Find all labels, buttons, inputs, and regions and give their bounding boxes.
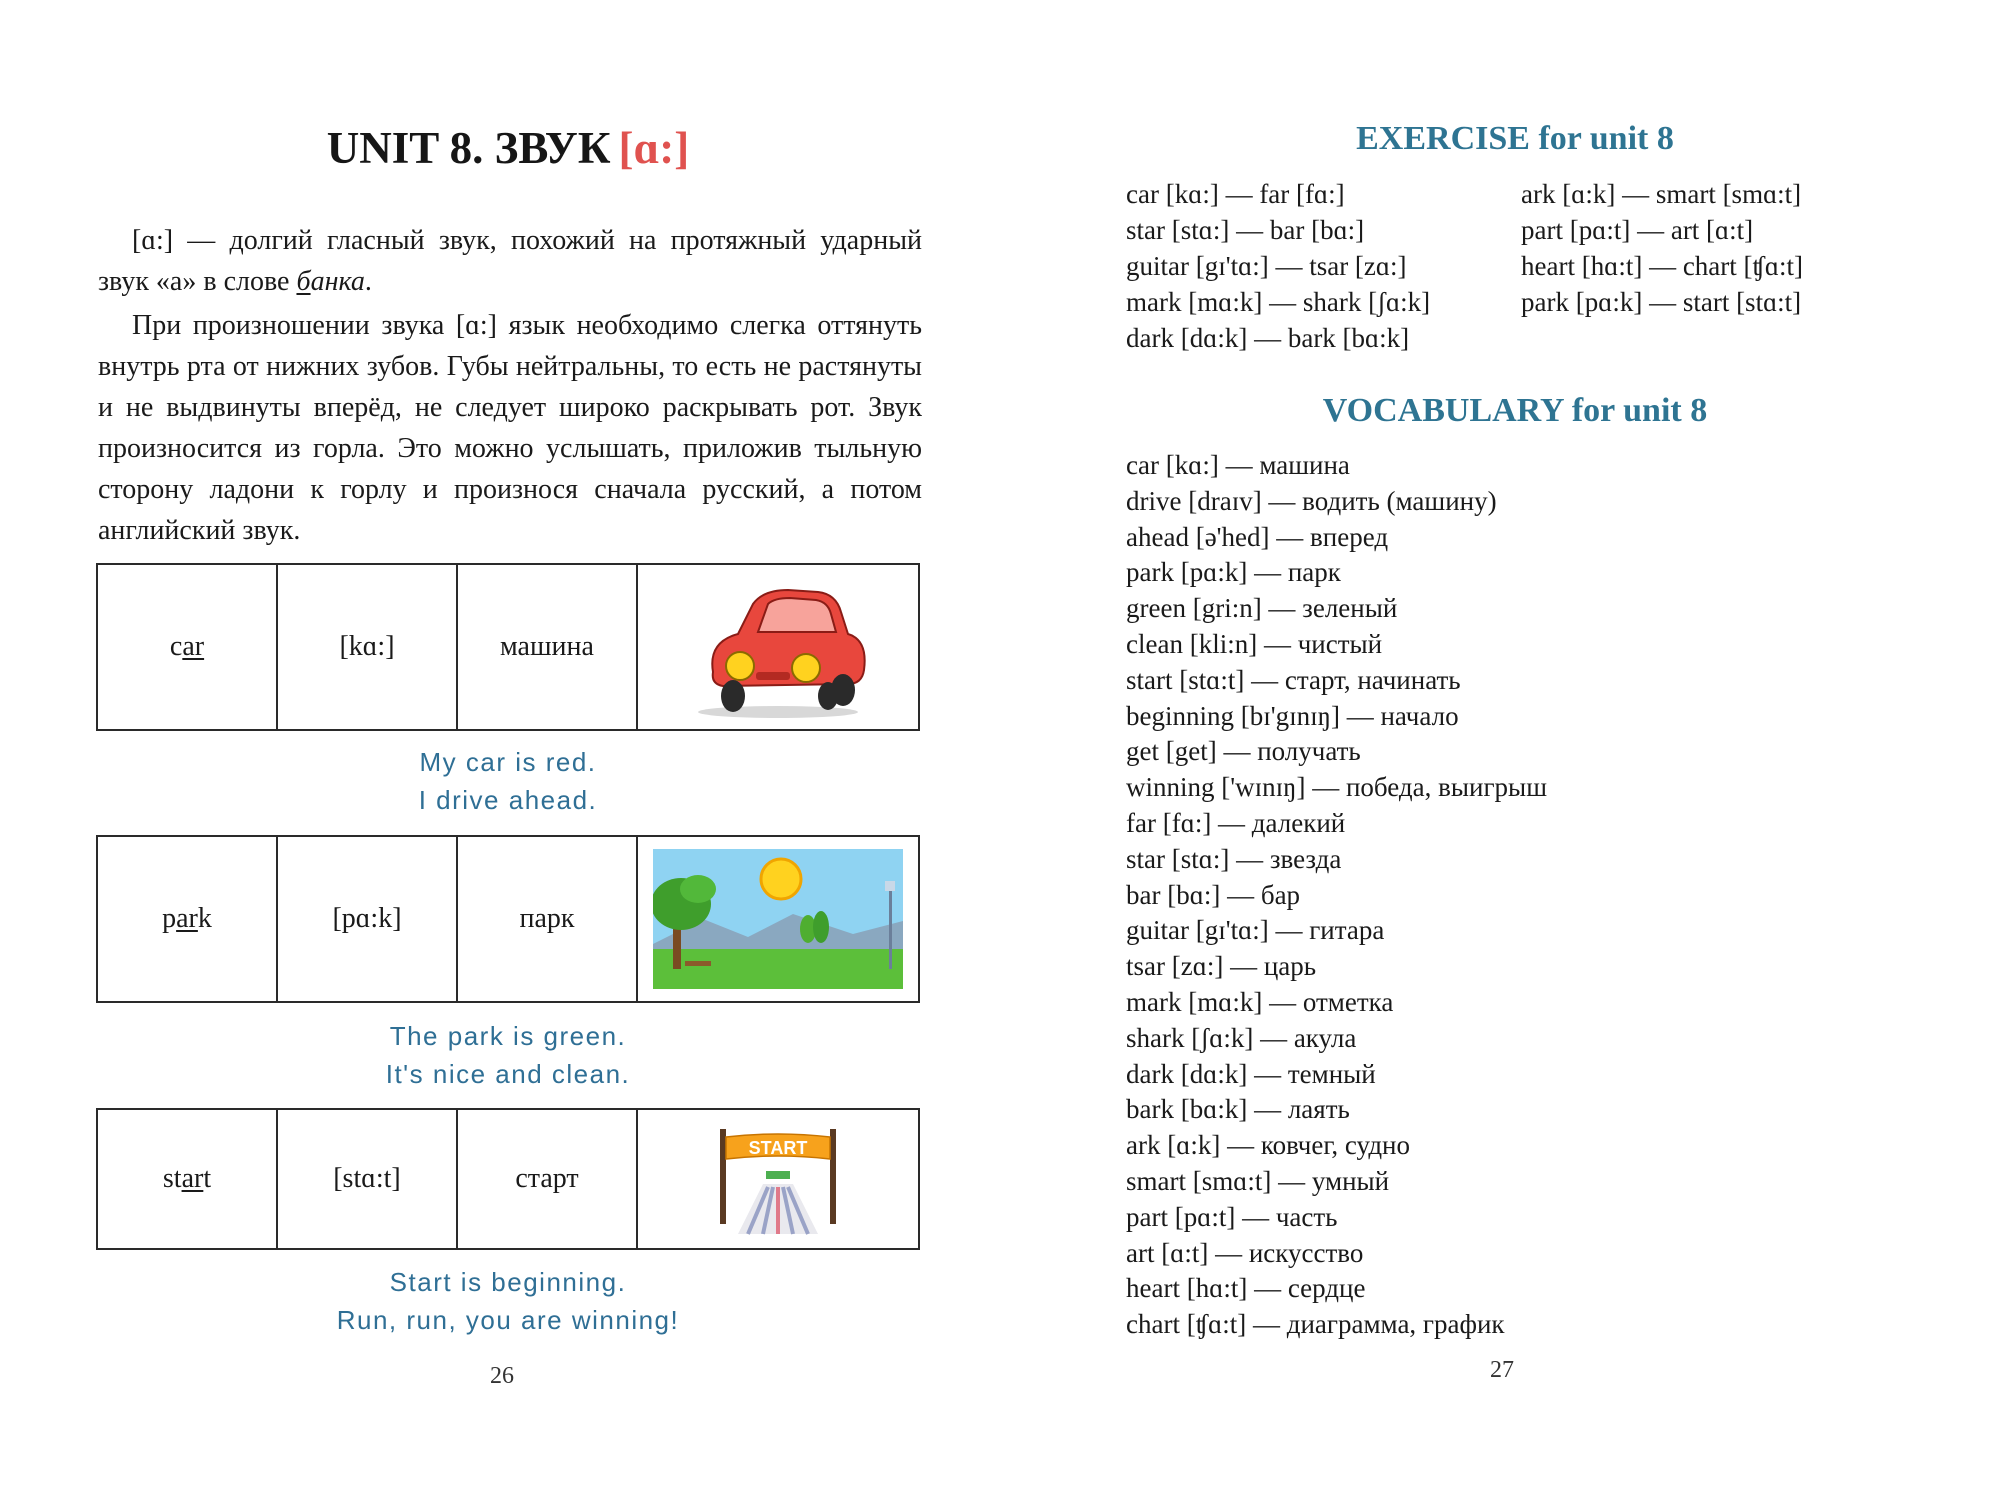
car-picture [678, 572, 878, 722]
rhyme-line: My car is red. [419, 747, 597, 777]
vocabulary-title: VOCABULARY for unit 8 [1322, 392, 1708, 429]
vocab-item: part [pɑ:t] — часть [1126, 1201, 1338, 1232]
vocab-item: bark [bɑ:k] — лаять [1126, 1094, 1350, 1125]
rhyme-line: Start is beginning. [389, 1267, 627, 1297]
exercise-item: guitar [gɪ'tɑ:] — tsar [zɑ:] [1126, 251, 1407, 281]
word-underlined-part: ar [176, 903, 198, 934]
intro-paragraph-1 [98, 220, 922, 302]
vocab-item: clean [kli:n] — чистый [1126, 628, 1383, 659]
exercise-item: heart [hɑ:t] — chart [ʧɑ:t] [1521, 251, 1804, 281]
word-underlined-part: ar [181, 1163, 204, 1194]
vocab-item: bar [bɑ:] — бар [1126, 879, 1301, 910]
translation-cell: парк [457, 836, 637, 1002]
start-banner-text: START [748, 1138, 808, 1158]
translation-cell: старт [457, 1109, 637, 1249]
rhyme-line: It's nice and clean. [385, 1059, 631, 1089]
rhyme-car [96, 743, 920, 819]
exercise-item: park [pɑ:k] — start [stɑ:t] [1521, 287, 1802, 317]
word-part: k [197, 903, 212, 934]
page-number-right: 27 [1490, 1357, 1514, 1383]
vocab-item: shark [ʃɑ:k] — акула [1126, 1022, 1357, 1053]
rhyme-park [96, 1017, 920, 1093]
picture-cell [637, 1109, 919, 1249]
ipa-cell: [stɑ:t] [277, 1109, 457, 1249]
intro-example-underlined: б [296, 266, 311, 297]
unit-title-text: UNIT 8. ЗВУК [326, 123, 611, 173]
vocab-item: star [stɑ:] — звезда [1126, 843, 1342, 874]
park-picture [653, 849, 903, 989]
word-underlined-part: ar [182, 631, 205, 662]
word-cell [97, 564, 277, 730]
exercise-item: dark [dɑ:k] — bark [bɑ:k] [1126, 323, 1410, 353]
ipa-cell: [kɑ:] [277, 564, 457, 730]
word-cell [97, 1109, 277, 1249]
vocab-item: get [get] — получать [1126, 736, 1361, 767]
unit-title-phoneme: [ɑ:] [618, 123, 690, 173]
word-table-start [96, 1108, 920, 1250]
picture-cell [637, 836, 919, 1002]
rhyme-line: I drive ahead. [418, 785, 598, 815]
rhyme-line: Run, run, you are winning! [336, 1305, 680, 1335]
exercise-column-1 [1126, 176, 1430, 356]
ipa-cell: [pɑ:k] [277, 836, 457, 1002]
vocab-item: start [stɑ:t] — старт, начинать [1126, 664, 1461, 695]
word-part: t [203, 1163, 212, 1194]
vocab-item: heart [hɑ:t] — сердце [1126, 1273, 1366, 1304]
word-part: p [162, 903, 177, 934]
vocab-item: chart [ʧɑ:t] — диаграмма, график [1126, 1309, 1505, 1340]
intro-p1-end: . [364, 266, 372, 297]
intro-paragraph-2: При произношении звука [ɑ:] язык необходимо слегка оттянуть внутрь рта от нижних зубов. Губы нейтральны, то есть не растянуты и не выдвинуты вперёд, не следует широко раскрывать рот. Звук произносится из горла. Это можно услышать, приложив тыльную сторону ладони к горлу и произнося сначала русский, а потом английский звук. [98, 310, 922, 546]
exercise-item: part [pɑ:t] — art [ɑ:t] [1521, 215, 1754, 245]
vocab-item: guitar [gɪ'tɑ:] — гитара [1126, 915, 1385, 946]
exercise-title: EXERCISE for unit 8 [1356, 120, 1674, 157]
vocab-item: winning ['wɪnɪŋ] — победа, выигрыш [1126, 772, 1547, 803]
exercise-item: star [stɑ:] — bar [bɑ:] [1126, 215, 1365, 245]
vocab-item: tsar [zɑ:] — царь [1126, 951, 1317, 982]
exercise-item: car [kɑ:] — far [fɑ:] [1126, 179, 1345, 209]
vocab-item: ahead [ə'hed] — вперед [1126, 521, 1389, 552]
vocab-item: smart [smɑ:t] — умный [1126, 1165, 1390, 1196]
exercise-item: ark [ɑ:k] — smart [smɑ:t] [1521, 179, 1802, 209]
word-part: c [169, 631, 183, 662]
word-table-car [96, 563, 920, 731]
vocab-item: ark [ɑ:k] — ковчег, судно [1126, 1130, 1411, 1161]
rhyme-line: The park is green. [389, 1021, 627, 1051]
vocab-item: green [gri:n] — зеленый [1126, 593, 1398, 624]
intro-example-rest: анка [310, 266, 365, 297]
translation-cell: машина [457, 564, 637, 730]
page-number-left: 26 [490, 1363, 514, 1389]
exercise-item: mark [mɑ:k] — shark [ʃɑ:k] [1126, 287, 1431, 317]
vocabulary-list [1126, 448, 1547, 1343]
vocab-item: art [ɑ:t] — искусство [1126, 1237, 1364, 1268]
picture-cell [637, 564, 919, 730]
intro-text [98, 220, 922, 551]
vocab-item: park [pɑ:k] — парк [1126, 557, 1341, 588]
start-picture [708, 1119, 848, 1239]
intro-phoneme: [ɑ:] [132, 225, 174, 256]
vocab-item: far [fɑ:] — далекий [1126, 807, 1346, 838]
word-table-park [96, 835, 920, 1003]
vocab-item: car [kɑ:] — машина [1126, 450, 1350, 480]
intro-example-word [296, 266, 364, 297]
vocab-item: drive [draɪv] — водить (машину) [1126, 485, 1497, 516]
vocab-item: mark [mɑ:k] — отметка [1126, 986, 1394, 1017]
vocab-item: dark [dɑ:k] — темный [1126, 1058, 1376, 1089]
word-cell [97, 836, 277, 1002]
word-part: st [162, 1163, 182, 1194]
exercise-column-2 [1521, 176, 1803, 320]
vocab-item: beginning [bɪ'gɪnɪŋ] — начало [1126, 700, 1459, 731]
unit-title [95, 122, 921, 174]
rhyme-start [96, 1263, 920, 1339]
right-page [1000, 0, 2000, 1501]
intro-p1-text: — долгий гласный звук, похожий на протяжный ударный звук «а» в слове [98, 225, 922, 297]
